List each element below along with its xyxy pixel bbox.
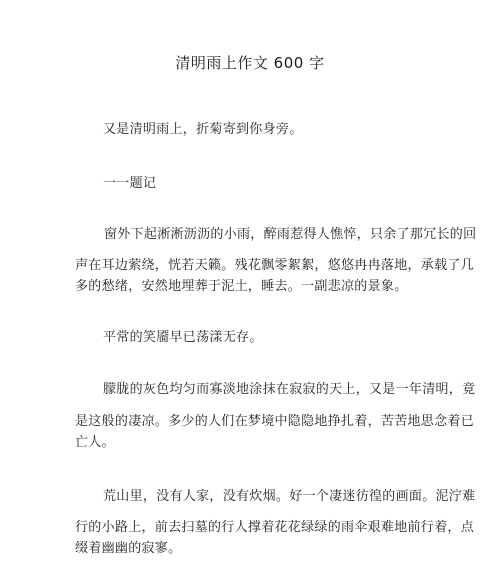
paragraph-line: 是这般的凄凉。多少的人们在梦境中隐隐地挣扎着，苦苦地思念着已 [75,414,475,429]
paragraph-line: 一一题记 [103,176,157,191]
paragraph-line: 荒山里，没有人家，没有炊烟。好一个凄迷彷徨的画面。泥泞难 [103,489,476,504]
paragraph-line: 朦胧的灰色均匀而寡淡地涂抹在寂寂的天上，又是一年清明，竟 [103,382,476,397]
paragraph-line: 声在耳边萦绕，恍若天籁。残花飘零絮絮，悠悠冉冉落地，承载了几 [75,258,475,273]
document-title: 清明雨上作文 600 字 [175,54,325,72]
paragraph-line: 又是清明雨上，折菊寄到你身旁。 [103,122,303,137]
paragraph-line: 行的小路上，前去扫墓的行人撑着花花绿绿的雨伞艰难地前行着，点 [75,520,475,535]
paragraph-line: 平常的笑靥早已荡漾无存。 [103,330,263,345]
paragraph-line: 窗外下起淅淅沥沥的小雨，醉雨惹得人憔悴，只余了那冗长的回 [104,227,477,242]
paragraph-line: 亡人。 [75,435,115,450]
paragraph-line: 多的愁绪，安然地埋葬于泥土，睡去。一副悲凉的景象。 [75,279,408,294]
paragraph-line: 缀着幽幽的寂寥。 [75,541,182,556]
